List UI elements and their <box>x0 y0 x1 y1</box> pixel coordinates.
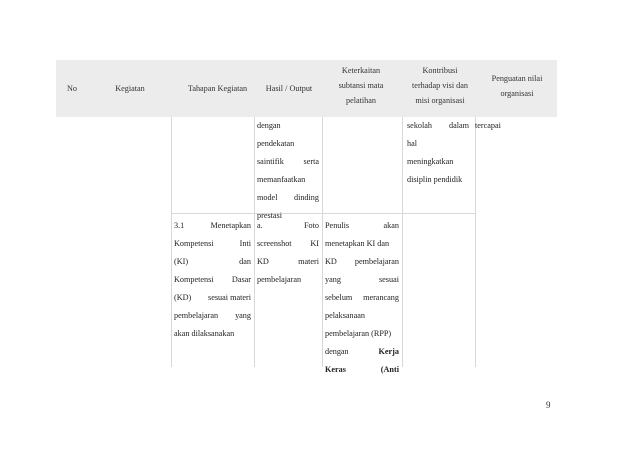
table-cell-line: tercapai <box>475 121 501 130</box>
table-cell-line: pendekatan <box>257 139 295 148</box>
table-cell-line: pembelajaran yang <box>174 311 251 320</box>
table-cell-line: sekolah dalam <box>407 121 469 130</box>
page-number: 9 <box>546 400 551 410</box>
row-divider <box>171 213 475 214</box>
table-cell-line: Kompetensi Dasar <box>174 275 251 284</box>
table-cell-line: Kompetensi Inti <box>174 239 251 248</box>
table-cell-line: menetapkan KI dan <box>325 239 390 248</box>
table-cell-line: Penulis akan <box>325 221 399 230</box>
header-hasil-output: Hasil / Output <box>265 84 313 93</box>
table-cell-line: (KI) dan <box>174 257 251 266</box>
column-divider <box>322 117 323 367</box>
header-tahapan-kegiatan: Tahapan Kegiatan <box>187 84 248 93</box>
table-cell-line: memanfaatkan <box>257 175 306 184</box>
column-divider <box>254 117 255 367</box>
header-kegiatan: Kegiatan <box>115 84 145 93</box>
header-kontribusi: Kontribusi terhadap visi dan misi organisasi <box>412 66 468 105</box>
table-cell-line: model dinding <box>257 193 319 202</box>
table-cell-line: prestasi <box>257 211 283 220</box>
column-divider <box>475 117 476 367</box>
table-cell-line: dengan <box>257 121 281 130</box>
header-penguatan-nilai: Penguatan nilai organisasi <box>491 74 543 98</box>
table-cell-line: (KD) sesuai materi <box>174 293 251 302</box>
table-cell-line: 3.1 Menetapkan <box>174 221 251 230</box>
table-cell-line: pembelajaran <box>257 275 302 284</box>
table-cell-line: a. Foto <box>257 221 319 230</box>
column-divider <box>171 117 172 367</box>
table-cell-line: sebelum merancang <box>325 293 399 302</box>
table-cell-line: KD pembelajaran <box>325 257 399 266</box>
table-cell-line: pelaksanaan <box>325 311 366 320</box>
table-cell-line: yang sesuai <box>325 275 399 284</box>
header-keterkaitan: Keterkaitan subtansi mata pelatihan <box>338 66 384 105</box>
header-no: No <box>66 84 77 93</box>
table-cell-line: KD materi <box>257 257 319 266</box>
table-cell-line: pembelajaran (RPP) <box>325 329 392 338</box>
table-cell-line: meningkatkan <box>407 157 454 166</box>
table-cell-line: saintifik serta <box>257 157 319 166</box>
table-cell-line: Keras (Anti <box>325 365 399 374</box>
table-cell-line: dengan Kerja <box>325 347 399 356</box>
table-cell-line: screenshot KI <box>257 239 319 248</box>
table-cell-line: disiplin pendidik <box>407 175 463 184</box>
column-divider <box>402 117 403 367</box>
table-cell-line: hal <box>407 139 418 148</box>
table-cell-line: akan dilaksanakan <box>174 329 235 338</box>
